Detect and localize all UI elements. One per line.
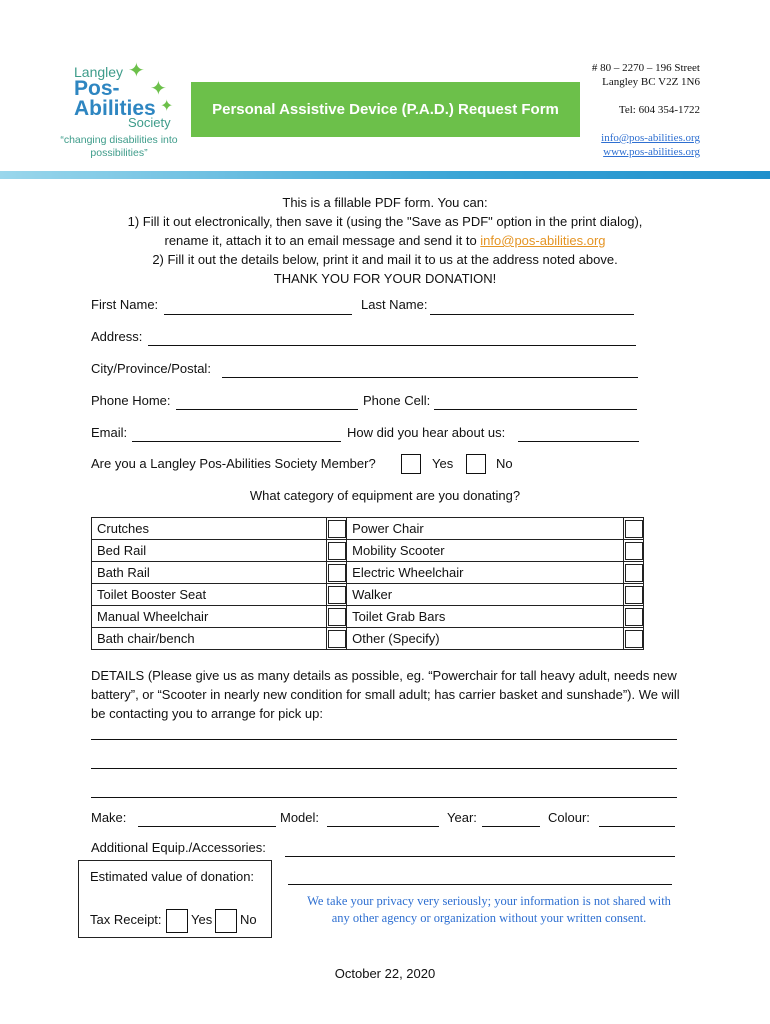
instructions-line3-text: rename it, attach it to an email message and send it to: [164, 233, 481, 248]
how-heard-label: How did you hear about us:: [347, 425, 506, 440]
equipment-checkbox-left[interactable]: [327, 518, 347, 540]
equipment-checkbox-right[interactable]: [624, 540, 644, 562]
tax-receipt-label: Tax Receipt:: [90, 912, 162, 927]
equipment-label-right: Walker: [347, 584, 624, 606]
member-no-label: No: [496, 456, 513, 471]
equipment-label-left: Bath chair/bench: [92, 628, 327, 650]
tax-receipt-yes-label: Yes: [191, 912, 213, 927]
equipment-checkbox-left[interactable]: [327, 584, 347, 606]
member-yes-label: Yes: [432, 456, 454, 471]
logo-abilities: Abilities: [74, 97, 156, 120]
instructions-line2: 1) Fill it out electronically, then save it (using the "Save as PDF" option in the print dialog),: [127, 214, 643, 229]
year-label: Year:: [447, 810, 477, 825]
address-line2: Langley BC V2Z 1N6: [602, 76, 700, 88]
logo-tagline: “changing disabilities into possibilities”: [60, 134, 178, 159]
equipment-row: [92, 606, 644, 628]
logo-pos: Pos-: [74, 77, 120, 100]
instructions-line3: [60, 231, 710, 250]
last-name-field[interactable]: [430, 300, 634, 315]
colour-field[interactable]: [599, 812, 675, 827]
bird-icon: ✦: [160, 98, 174, 115]
phone-home-field[interactable]: [176, 395, 358, 410]
equipment-label-left: Bed Rail: [92, 540, 327, 562]
tax-receipt-no-label: No: [240, 912, 257, 927]
equipment-label-right: Other (Specify): [347, 628, 624, 650]
member-question: Are you a Langley Pos-Abilities Society Member?: [91, 456, 376, 471]
details-line-3[interactable]: [91, 797, 677, 798]
details-instructions: DETAILS (Please give us as many details as possible, eg. “Powerchair for tall heavy adult, needs new battery”, or “Scooter in nearly new condition for small adult; has carrier basket and sunshade”). We will be contacting you to arrange for pick up:: [91, 668, 680, 721]
equipment-checkbox-right[interactable]: [624, 584, 644, 606]
equipment-question: What category of equipment are you donating?: [249, 488, 521, 503]
how-heard-field[interactable]: [518, 427, 639, 442]
equipment-checkbox-left[interactable]: [327, 540, 347, 562]
equipment-checkbox-right[interactable]: [624, 628, 644, 650]
make-field[interactable]: [138, 812, 276, 827]
equipment-checkbox-right[interactable]: [624, 606, 644, 628]
website-link[interactable]: www.pos-abilities.org: [603, 146, 700, 158]
details-line-2[interactable]: [91, 768, 677, 769]
logo-langley: Langley: [74, 64, 124, 80]
email-label: Email:: [91, 425, 128, 440]
header-divider: [0, 171, 770, 179]
first-name-field[interactable]: [164, 300, 352, 315]
privacy-notice: We take your privacy very seriously; your information is not shared with any other agency or organization without your written consent.: [307, 894, 671, 925]
tax-receipt-no-checkbox[interactable]: [215, 909, 237, 933]
equipment-label-right: Mobility Scooter: [347, 540, 624, 562]
logo-society: Society: [128, 115, 171, 130]
bird-icon: ✦: [128, 60, 145, 82]
equipment-row: [92, 562, 644, 584]
phone-cell-field[interactable]: [434, 395, 637, 410]
equipment-checkbox-left[interactable]: [327, 628, 347, 650]
city-field[interactable]: [222, 363, 638, 378]
equipment-row: [92, 540, 644, 562]
model-field[interactable]: [327, 812, 439, 827]
equipment-label-left: Manual Wheelchair: [92, 606, 327, 628]
equipment-label-right: Electric Wheelchair: [347, 562, 624, 584]
instructions-line1: This is a fillable PDF form. You can:: [282, 195, 488, 210]
email-field[interactable]: [132, 427, 341, 442]
instructions-email-link[interactable]: info@pos-abilities.org: [480, 233, 606, 248]
member-no-checkbox[interactable]: [466, 454, 486, 474]
instructions-line5: THANK YOU FOR YOUR DONATION!: [273, 271, 497, 286]
equipment-checkbox-left[interactable]: [327, 606, 347, 628]
colour-label: Colour:: [548, 810, 590, 825]
address-field[interactable]: [148, 331, 636, 346]
phone-home-label: Phone Home:: [91, 393, 171, 408]
equipment-checkbox-left[interactable]: [327, 562, 347, 584]
instructions-line4: 2) Fill it out the details below, print it and mail it to us at the address noted above.: [152, 252, 618, 267]
accessories-field[interactable]: [285, 842, 675, 857]
form-date: October 22, 2020: [334, 966, 436, 981]
phone-cell-label: Phone Cell:: [363, 393, 431, 408]
equipment-row: [92, 584, 644, 606]
equipment-row: [92, 628, 644, 650]
estimated-value-field[interactable]: [288, 870, 672, 885]
tax-receipt-yes-checkbox[interactable]: [166, 909, 188, 933]
equipment-checkbox-right[interactable]: [624, 562, 644, 584]
bird-icon: ✦: [150, 78, 167, 100]
equipment-label-left: Crutches: [92, 518, 327, 540]
email-link[interactable]: info@pos-abilities.org: [601, 132, 700, 144]
first-name-label: First Name:: [91, 297, 159, 312]
equipment-label-right: Toilet Grab Bars: [347, 606, 624, 628]
equipment-label-right: Power Chair: [347, 518, 624, 540]
accessories-label: Additional Equip./Accessories:: [91, 840, 266, 855]
year-field[interactable]: [482, 812, 540, 827]
make-label: Make:: [91, 810, 127, 825]
address-label: Address:: [91, 329, 143, 344]
instructions: [60, 193, 710, 288]
estimated-value-label: Estimated value of donation:: [90, 869, 255, 884]
contact-block: [592, 61, 700, 159]
equipment-row: [92, 518, 644, 540]
details-line-1[interactable]: [91, 739, 677, 740]
city-label: City/Province/Postal:: [91, 361, 211, 376]
member-yes-checkbox[interactable]: [401, 454, 421, 474]
phone: Tel: 604 354-1722: [618, 104, 700, 116]
last-name-label: Last Name:: [361, 297, 428, 312]
address-line1: # 80 – 2270 – 196 Street: [591, 62, 700, 74]
equipment-checkbox-right[interactable]: [624, 518, 644, 540]
equipment-label-left: Toilet Booster Seat: [92, 584, 327, 606]
model-label: Model:: [280, 810, 320, 825]
equipment-label-left: Bath Rail: [92, 562, 327, 584]
form-title-banner: Personal Assistive Device (P.A.D.) Request Form: [191, 82, 580, 137]
equipment-table: [91, 517, 644, 650]
